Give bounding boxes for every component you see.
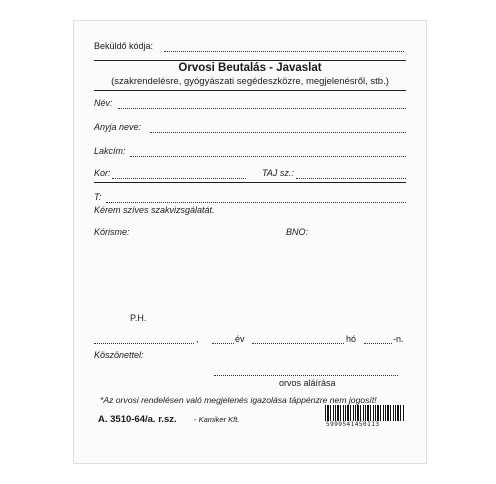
taj-field[interactable] [296,178,406,179]
name-field[interactable] [118,108,406,109]
age-label: Kor: [94,168,111,178]
date-year-label: év [235,334,245,344]
form-number: A. 3510-64/a. r.sz. [98,414,177,425]
signature-label: orvos aláírása [279,378,336,388]
barcode-image [325,405,405,421]
date-month-label: hó [346,334,357,344]
mother-name-label: Anyja neve: [94,122,142,132]
thanks-label: Köszönettel: [94,350,144,360]
date-year-field[interactable] [212,343,234,344]
barcode-number: 5999541450113 [326,421,380,428]
address-label: Lakcím: [94,146,126,156]
date-month-field[interactable] [252,343,344,344]
date-day-field[interactable] [364,343,392,344]
t-field[interactable] [106,202,406,203]
footnote: *Az orvosi rendelésen való megjelenés igazolása táppénzre nem jogosít! [100,395,377,405]
bno-label: BNO: [286,227,309,237]
publisher: - Kamiker Kft. [194,415,240,424]
title-rule-top [94,60,406,61]
referral-form [73,20,427,464]
t-label: T: [94,192,102,202]
signature-field[interactable] [214,375,398,376]
sender-code-label: Beküldő kódja: [94,41,154,51]
mother-name-field[interactable] [150,132,406,133]
form-subtitle: (szakrendelésre, gyógyászati segédeszközre, megjelenésről, stb.) [111,76,389,87]
title-rule-bottom [94,90,406,91]
form-title: Orvosi Beutalás - Javaslat [178,62,322,74]
date-day-label: -n. [393,334,404,344]
stamp-label: P.H. [130,313,147,323]
diagnosis-label: Kórisme: [94,227,130,237]
address-field[interactable] [130,156,406,157]
date-place-field[interactable] [94,343,194,344]
taj-label: TAJ sz.: [262,168,294,178]
request-text: Kérem szíves szakvizsgálatát. [94,205,215,215]
name-label: Név: [94,98,113,108]
patient-rule [94,182,406,183]
sender-code-field[interactable] [164,51,404,52]
date-comma: , [196,334,199,344]
age-field[interactable] [112,178,246,179]
